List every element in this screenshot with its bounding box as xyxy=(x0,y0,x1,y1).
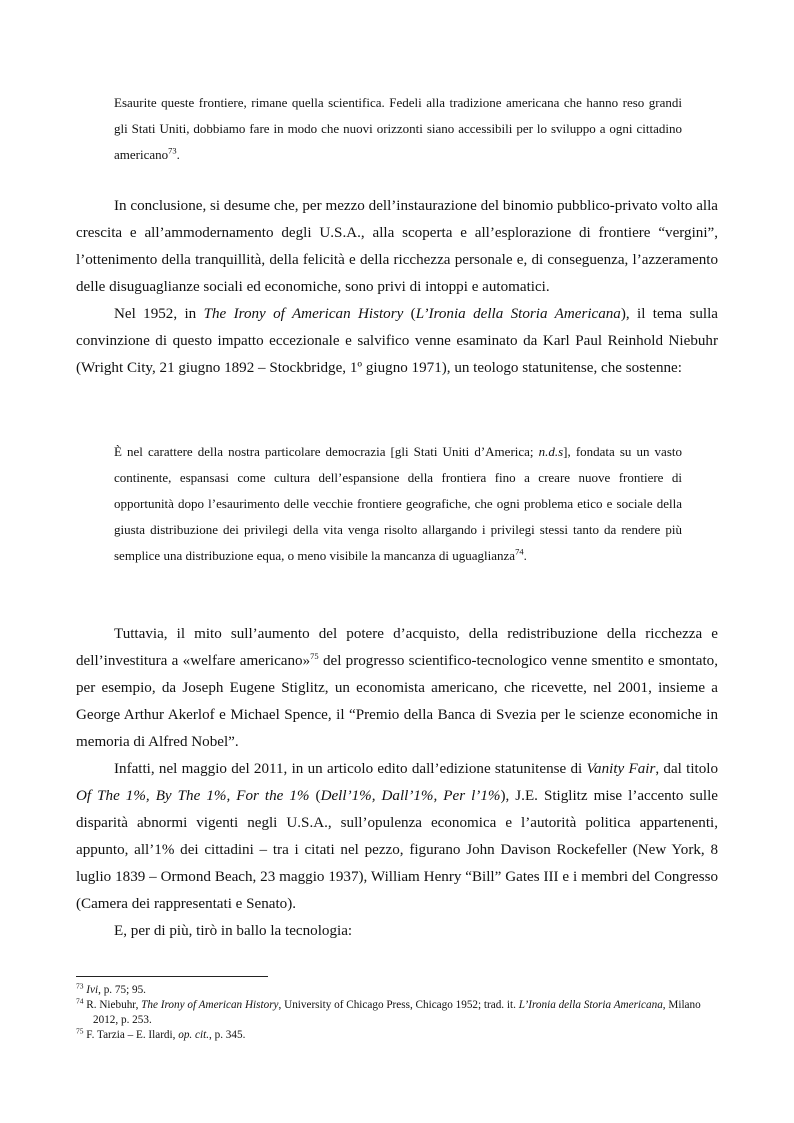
footnote-74: $^{74}$ R. Niebuhr, The Irony of American History, University of Chicago Press, Chicago 1952; trad. it. L’Ironia della Storia Americana, Milano 2012, p. 253. xyxy=(76,996,701,1026)
book-title-it: L’Ironia della Storia Americana xyxy=(415,306,621,322)
footnote-73: $^{73}$ Ivi, p. 75; 95. xyxy=(76,981,146,996)
block-quote-niebuhr xyxy=(114,439,682,569)
footnote-ref-73[interactable]: 73 xyxy=(168,145,177,156)
article-title-it: Dell’1%, Dall’1%, Per l’1% xyxy=(320,788,501,804)
paragraph-technology: E, per di più, tirò in ballo la tecnologia: xyxy=(114,923,353,939)
footnote-75: $^{75}$ F. Tarzia – E. Ilardi, op. cit., p. 345. xyxy=(76,1026,246,1041)
article-title-en: Of The 1%, By The 1%, For the 1% xyxy=(76,788,310,804)
footnotes xyxy=(76,983,726,1043)
paragraph-niebuhr: Nel 1952, in The Irony of American History (L’Ironia della Storia Americana), il tema sulla convinzione di questo impatto eccezionale e salvifico venne esaminato da Karl Paul Reinhold Niebuhr (Wright City, 21 giugno 1892 – Stockbridge, 1º giugno 1971), un teologo statunitense, che sostenne: xyxy=(76,306,718,376)
quote-text: Esaurite queste frontiere, rimane quella scientifica. Fedeli alla tradizione americana che hanno reso grandi gli Stati Uniti, dobbiamo fare in modo che nuovi orizzonti siano accessibili per lo sviluppo a ogni cittadino americano xyxy=(114,95,682,162)
paragraph-conclusion: In conclusione, si desume che, per mezzo dell’instaurazione del binomio pubblico-privato volto alla crescita e all’ammodernamento degli U.S.A., alla scoperta e all’esplorazione di frontiere “vergini”, l’ottenimento della tranquillità, della felicità e della ricchezza personale e, di conseguenza, l’azzeramento delle disuguaglianze sociali ed economiche, sono privi di intoppi e automatici. xyxy=(76,198,718,295)
footnote-divider xyxy=(76,976,268,977)
main-text-lower xyxy=(76,621,718,945)
footnote-ref-74[interactable]: 74 xyxy=(515,546,524,557)
editor-note: n.d.s xyxy=(538,444,564,459)
magazine-title: Vanity Fair xyxy=(586,761,656,777)
book-title-en: The Irony of American History xyxy=(203,306,404,322)
block-quote-scientific-frontier xyxy=(114,90,682,168)
paragraph-vanity-fair: Infatti, nel maggio del 2011, in un articolo edito dall’edizione statunitense di Vanity Fair, dal titolo Of The 1%, By The 1%, For the 1% (Dell’1%, Dall’1%, Per l’1%), J.E. Stiglitz mise l’accento sulle disparità abnormi vigenti negli U.S.A., sull’opulenza economica e l’autorità politica appartenenti, appunto, all’1% dei cittadini – tra i citati nel pezzo, figurano John Davison Rockefeller (New York, 8 luglio 1839 – Ormond Beach, 23 maggio 1937), William Henry “Bill” Gates III e i membri del Congresso (Camera dei rappresentati e Senato). xyxy=(76,761,718,912)
quote-paragraph: È nel carattere della nostra particolare democrazia [gli Stati Uniti d’America; n.d.s], fondata su un vasto continente, espansasi come cultura dell’espansione della frontiera fino a creare nuove frontiere di opportunità dopo l’esaurimento delle vecchie frontiere geografiche, che ogni problema etico e sociale della giusta distribuzione dei privilegi della vita venga risolto allargando i privilegi stessi tanto da rendere più semplice una distribuzione equa, o meno visibile la mancanza di uguaglianza$^{74}$. xyxy=(114,444,682,563)
main-text-upper xyxy=(76,193,718,382)
paragraph-stiglitz: Tuttavia, il mito sull’aumento del potere d’acquisto, della redistribuzione della ricchezza e dell’investitura a «welfare americano»$^{75}$ del progresso scientifico-tecnologico venne smentito e smontato, per esempio, da Joseph Eugene Stiglitz, un economista americano, che ricevette, nel 2001, insieme a George Arthur Akerlof e Michael Spence, il “Premio della Banca di Svezia per le scienze economiche in memoria di Alfred Nobel”. xyxy=(76,626,718,750)
quote-paragraph: Esaurite queste frontiere, rimane quella scientifica. Fedeli alla tradizione americana che hanno reso grandi gli Stati Uniti, dobbiamo fare in modo che nuovi orizzonti siano accessibili per lo sviluppo a ogni cittadino americano$^{73}$. xyxy=(114,95,682,162)
footnote-ref-75[interactable]: 75 xyxy=(310,650,319,661)
